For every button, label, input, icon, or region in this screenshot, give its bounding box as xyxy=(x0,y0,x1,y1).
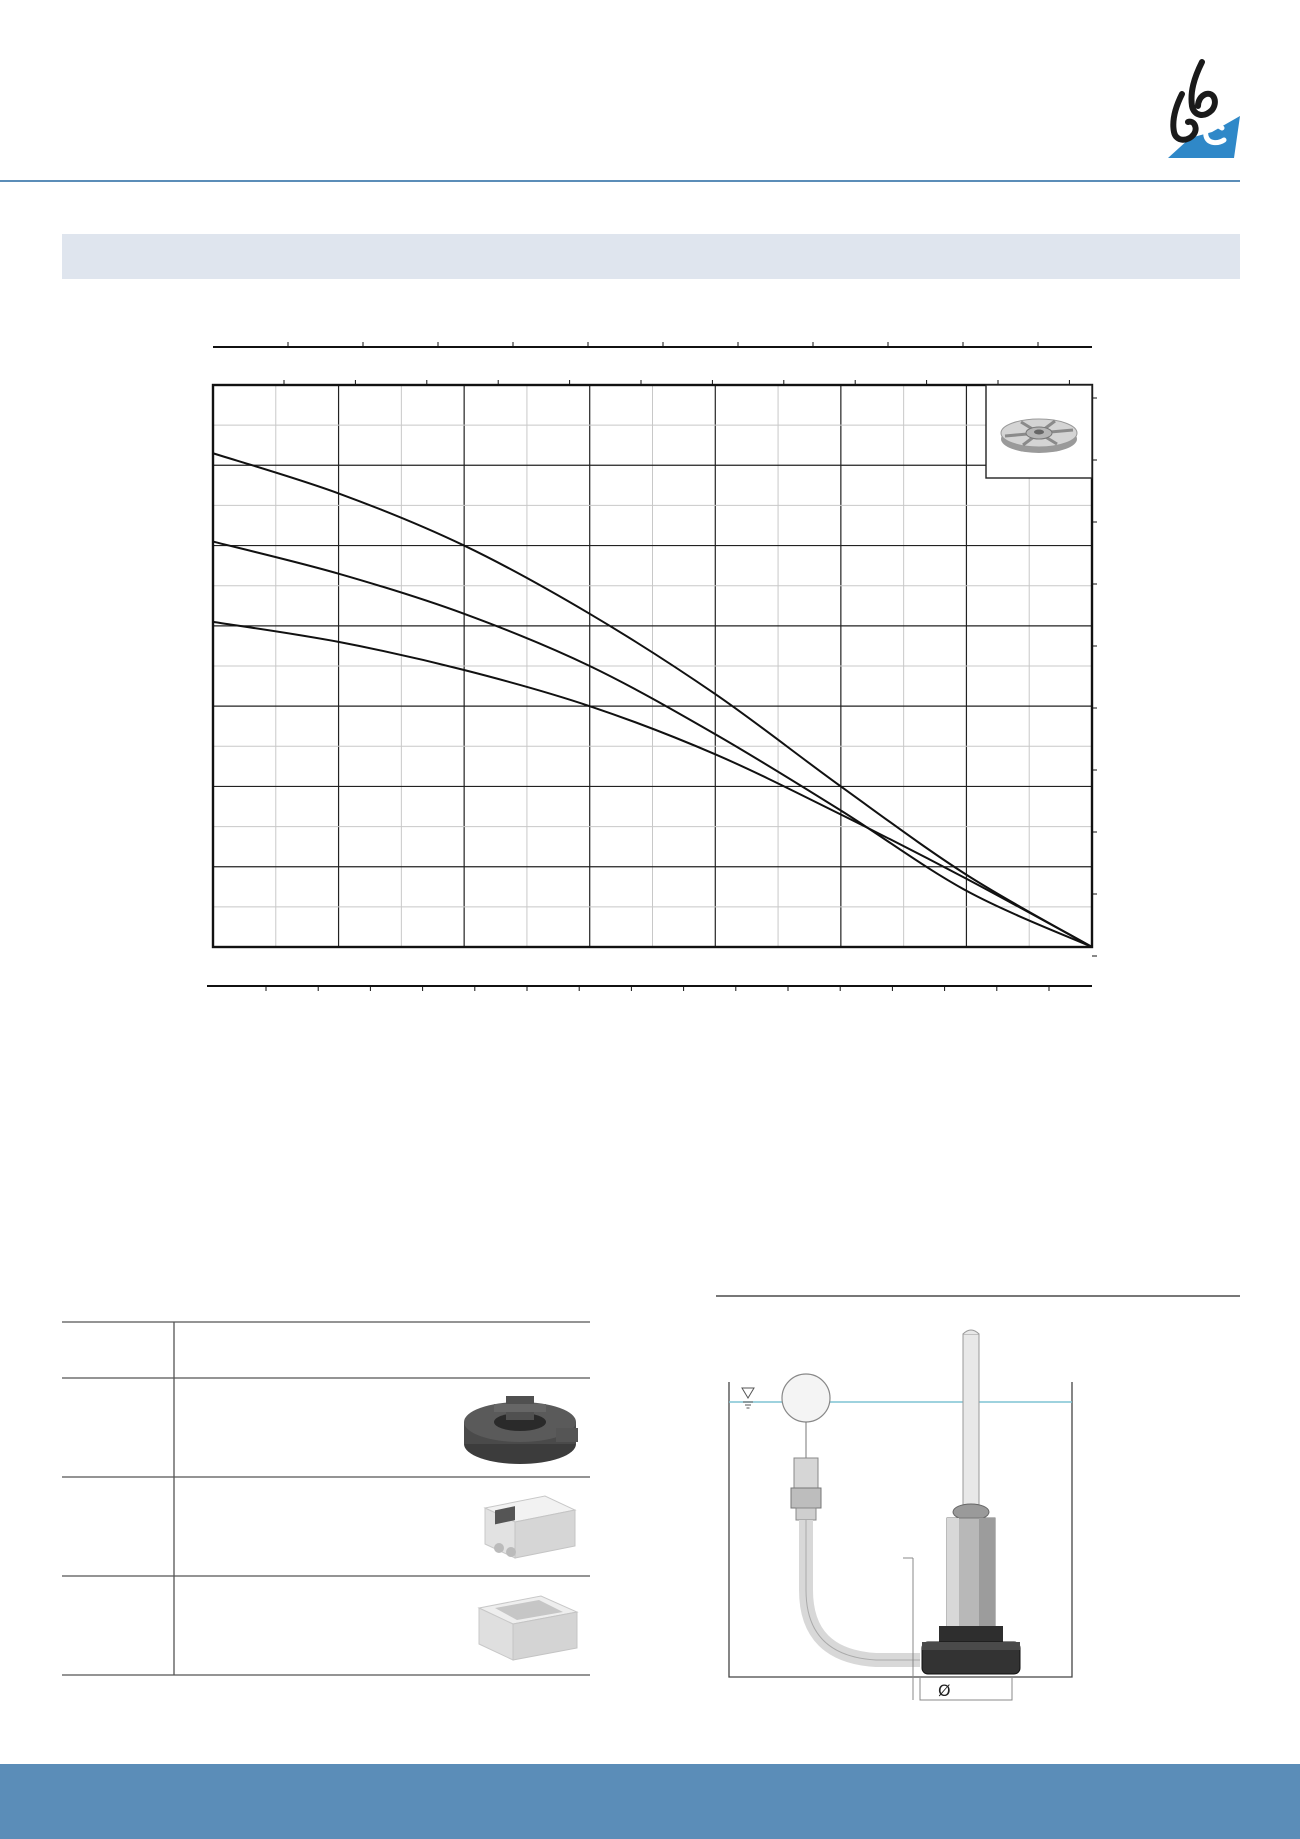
discharge-pipe xyxy=(963,1334,979,1520)
installation-diagram xyxy=(716,1290,1240,1710)
hose xyxy=(806,1520,920,1660)
chart-grid xyxy=(213,385,1092,947)
bbc-logo xyxy=(1160,58,1240,164)
title-band xyxy=(62,234,1240,279)
clamp-bracket-icon xyxy=(464,1396,578,1464)
bottom-axis xyxy=(207,986,1092,991)
impeller-icon xyxy=(1001,419,1077,453)
logo-letter-b-top xyxy=(1191,62,1214,115)
footer-band xyxy=(0,1764,1300,1839)
performance-chart xyxy=(200,330,1100,1000)
pump-icon xyxy=(922,1504,1020,1674)
accessories-table xyxy=(62,1318,590,1678)
control-box-icon xyxy=(485,1496,575,1558)
top-axis xyxy=(213,342,1100,385)
impeller-inset xyxy=(986,385,1092,478)
diameter-dimension-line xyxy=(920,1678,1012,1700)
header-rule xyxy=(0,180,1240,182)
diameter-symbol: Ø xyxy=(938,1681,951,1700)
float-switch-icon xyxy=(782,1374,830,1520)
switch-box-icon xyxy=(479,1596,577,1660)
tank-outline xyxy=(729,1382,1072,1677)
water-level-icon xyxy=(742,1388,754,1408)
